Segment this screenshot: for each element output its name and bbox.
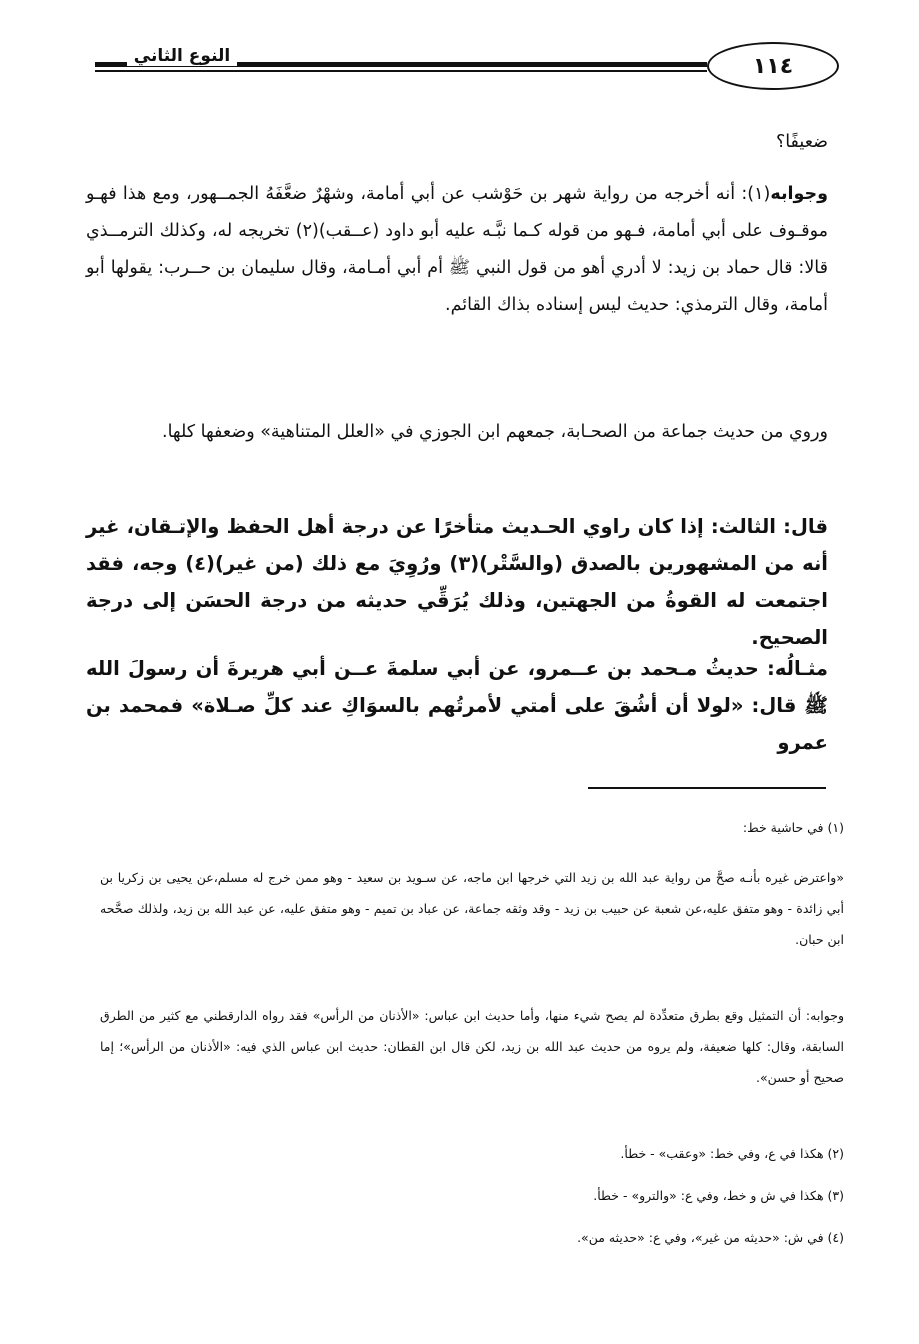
paragraph-5: مثـالُه: حديثُ مـحمد بن عــمرو، عن أبي سلمةَ عــن أبي هريرةَ أن رسولَ الله ﷺ قال: «لولا أن أشُقَ على أمتي لأمرتُهم بالسوَاكِ عند كلِّ صـلاة» فمحمد بن عمرو (86, 657, 828, 754)
footnote-divider (588, 787, 826, 789)
paragraph-3: وروي من حديث جماعة من الصحـابة، جمعهم ابن الجوزي في «العلل المتناهية» وضعفها كلها. (162, 422, 828, 442)
paragraph-4: قال: الثالث: إذا كان راوي الحـديث متأخرًا عن درجة أهل الحفظ والإتـقان، غير أنه من المشهورين بالصدق (والسَّتْر)(٣) ورُوِيَ مع ذلك (من غير)(٤) وجه، فقد اجتمعت له القوةُ من الجهتين، وذلك يُرَقِّي حديثه من درجة الحسَن إلى درجة الصحيح. (86, 515, 828, 649)
paragraph-1: ضعيفًا؟ (775, 132, 828, 152)
paragraph-2 (86, 176, 828, 324)
chapter-title: النوع الثاني (127, 46, 237, 66)
page-number-text: ١١٤ (752, 53, 794, 79)
footnote-1-heading: (١) في حاشية خط: (742, 820, 844, 835)
page-header (95, 40, 835, 102)
header-rule-thin (95, 70, 707, 72)
page-number (707, 42, 839, 90)
footnote-3: (٣) هكذا في ش و خط، وفي ع: «والترو» - خطأ. (593, 1188, 844, 1203)
footnote-4: (٤) في ش: «حديثه من غير»، وفي ع: «حديثه من». (577, 1230, 844, 1245)
paragraph-2-lead: وجوابه (770, 184, 828, 204)
footnote-2: (٢) هكذا في ع، وفي خط: «وعقب» - خطأ. (620, 1146, 844, 1161)
paragraph-2-text: (١): أنه أخرجه من رواية شهر بن حَوْشب عن أبي أمامة، وشهْرٌ ضعَّفَهُ الجمــهور، ومع هذا فهـو موقـوف على أبي أمامة، فـهو من قوله كـما نبَّـه عليه أبو داود (عــقب)(٢) تخريجه له، وكذلك الترمــذي قالا: قال حماد بن زيد: لا أدري أهو من قول النبي ﷺ أم أبي أمـامة، وقال سليمان بن حــرب: يقولها أبو أمامة، وقال الترمذي: حديث ليس إسناده بذاك القائم. (86, 184, 828, 315)
footnote-1-text-b: وجوابه: أن التمثيل وقع بطرق متعدِّدة لم يصح شيء منها، وأما حديث ابن عباس: «الأذنان من الرأس» فقد رواه الدارقطني مع كثير من الطرق السابقة، وقال: كلها ضعيفة، ولم يروه من حديث عبد الله بن زيد، لكن قال ابن القطان: حديث ابن عباس الذي فيه: «الأذنان من الرأس»؛ إما صحيح أو حسن». (100, 1008, 844, 1085)
footnote-1-text-a: «واعترض غيره بأنـه صحَّ من رواية عبد الله بن زيد التي خرجها ابن ماجه، عن سـويد بن سعيد - وهو ممن خرج له مسلم،عن يحيى بن زكريا بن أبي زائدة - وهو متفق عليه،عن شعبة عن حبيب بن زيد - وقد وثقه جماعة، عن عباد بن تميم - وهو متفق عليه، عن عبد الله بن زيد، ولذلك صحَّحه ابن حبان. (100, 870, 844, 947)
